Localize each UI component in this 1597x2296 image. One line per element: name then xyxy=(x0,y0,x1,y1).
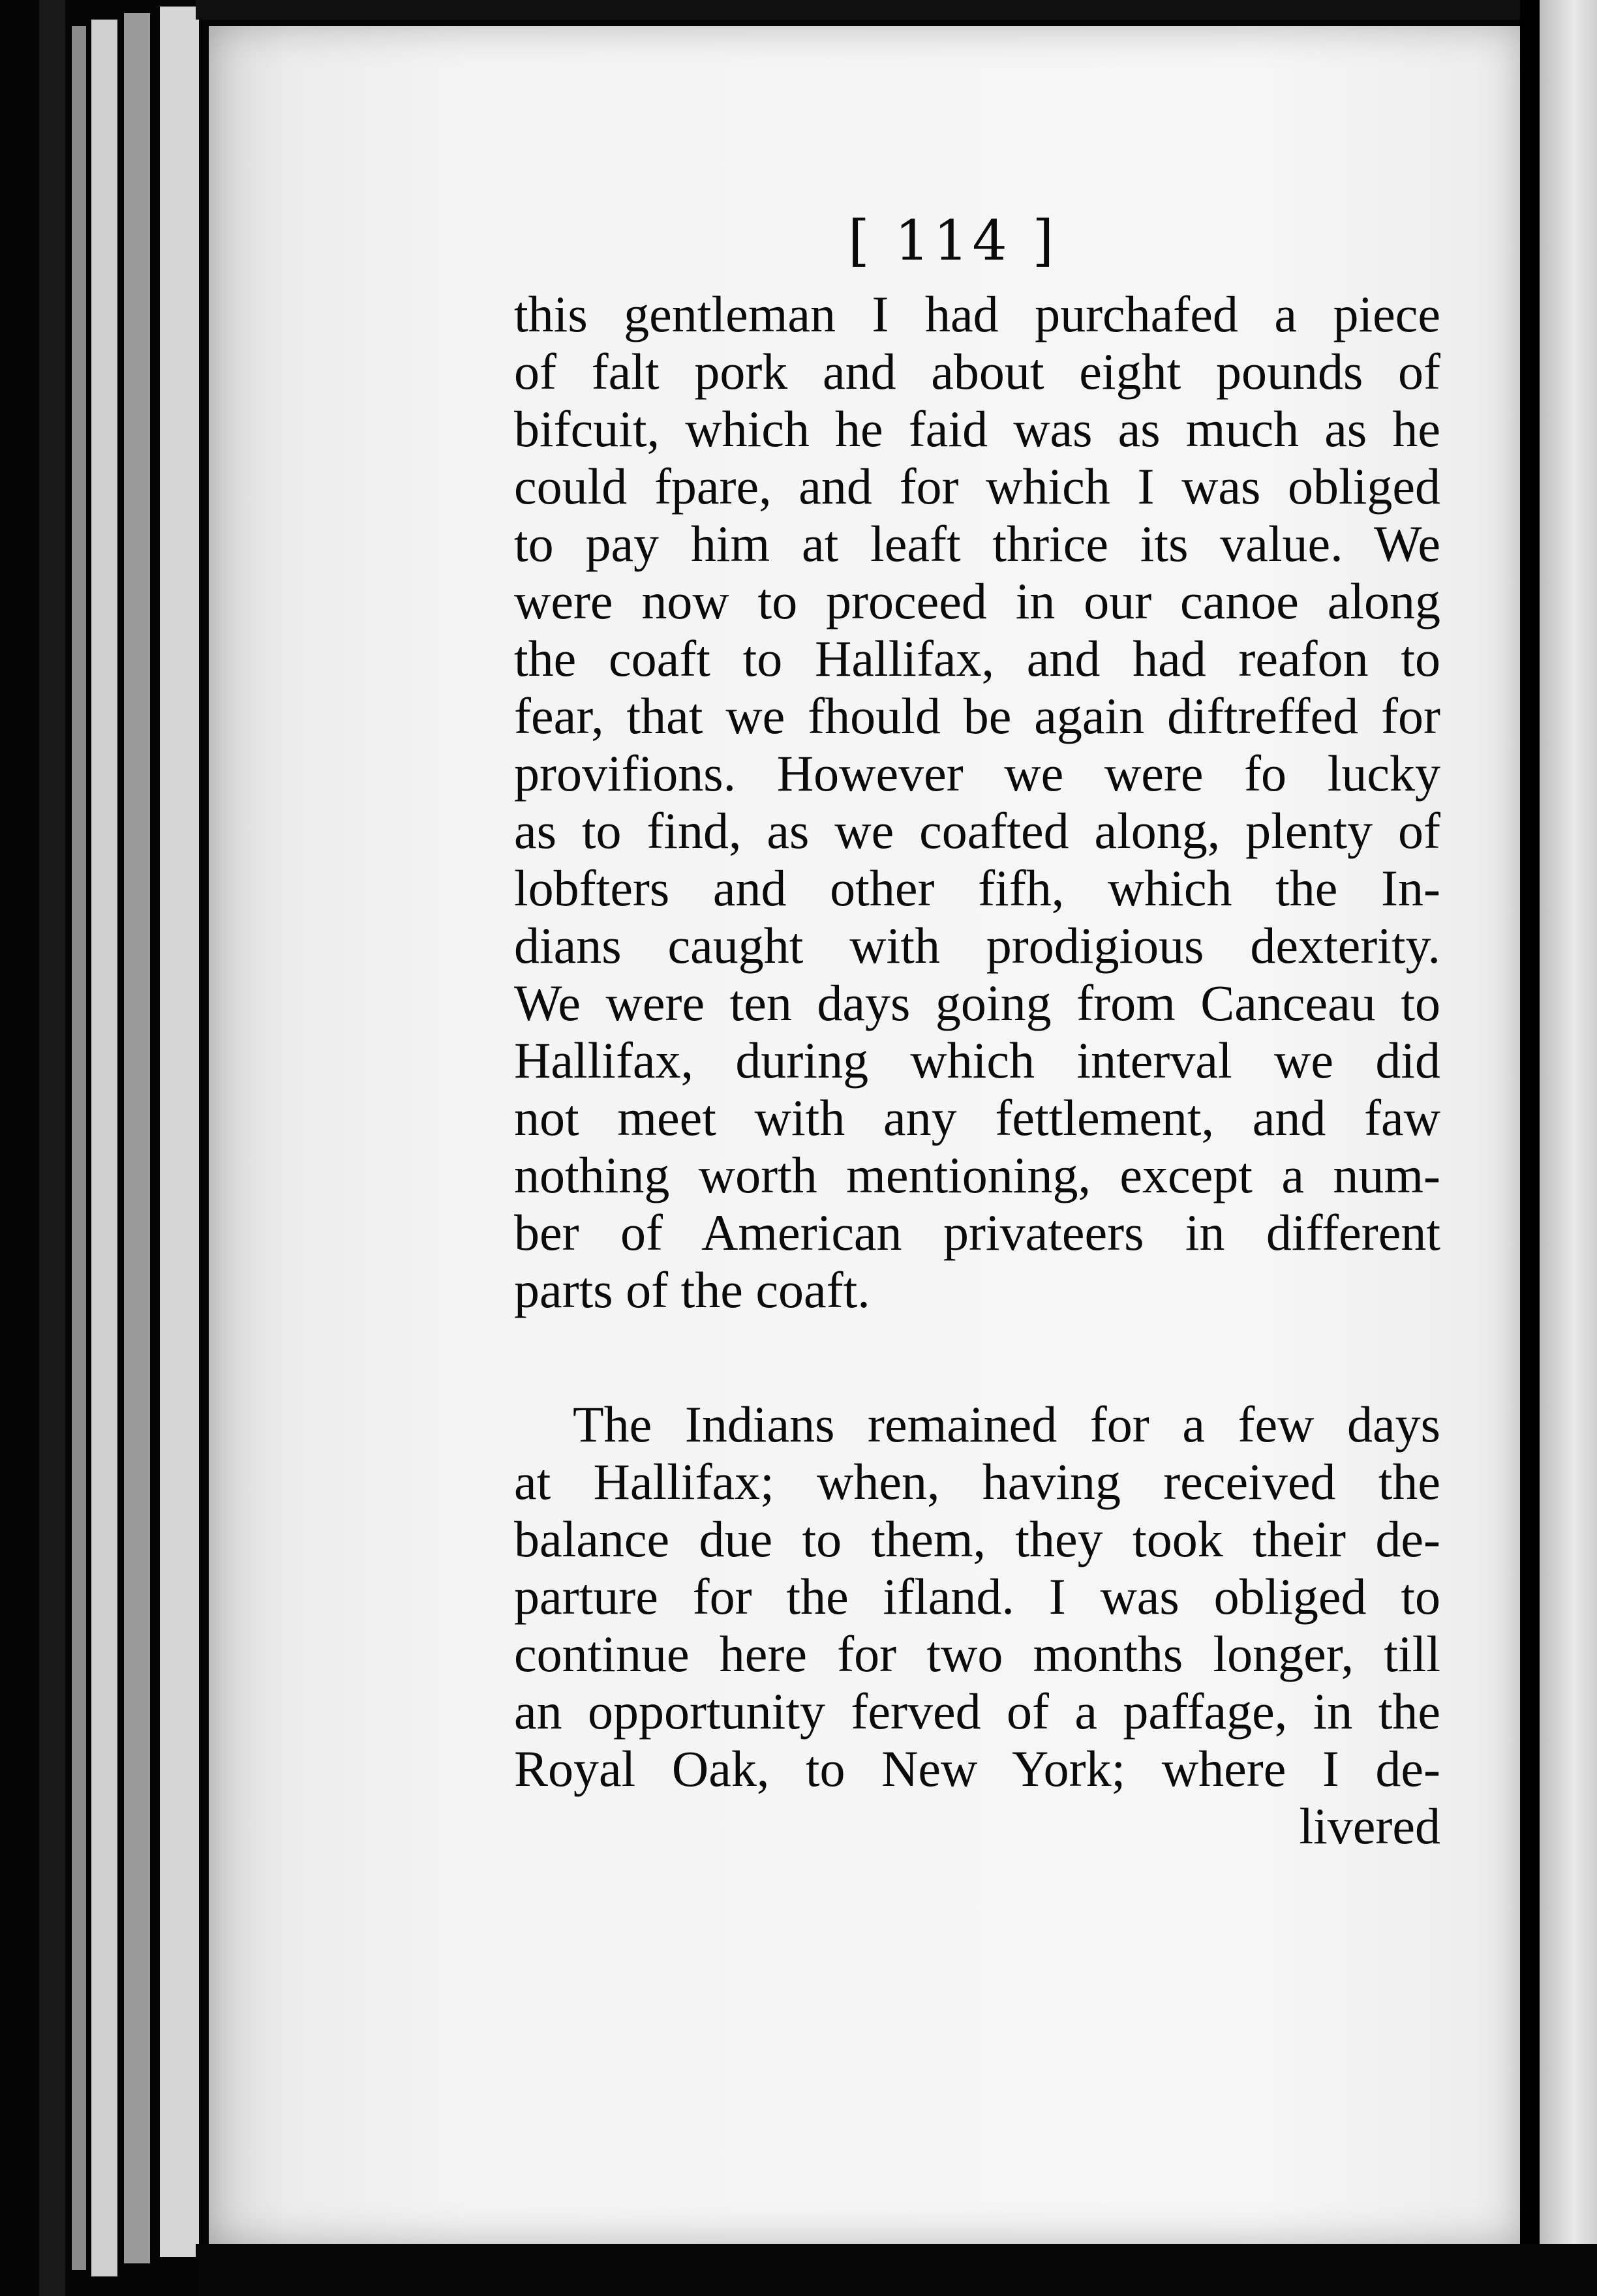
text-line: The Indians remained for a few days xyxy=(573,1396,1440,1453)
paragraph-2 xyxy=(514,1396,1440,1798)
text-line: Hallifax, during which interval we did xyxy=(514,1032,1440,1089)
text-line: the coaft to Hallifax, and had reafon to xyxy=(514,630,1440,687)
text-line: as to find, as we coafted along, plenty of xyxy=(514,802,1440,859)
catchword: livered xyxy=(1299,1798,1440,1854)
text-line: bifcuit, which he faid was as much as he xyxy=(514,400,1440,457)
paragraph-spacer xyxy=(514,1319,1440,1396)
text-line: continue here for two months longer, till xyxy=(514,1625,1440,1682)
text-line: provifions. However we were fo lucky xyxy=(514,745,1440,802)
scan-border-bottom xyxy=(196,2244,1597,2296)
text-line: parts of the coaft. xyxy=(514,1261,870,1318)
binding-gutter xyxy=(1520,0,1540,2296)
page-number: [ 114 ] xyxy=(848,209,1058,273)
page-edge xyxy=(72,26,86,2270)
text-line: to pay him at leaft thrice its value. We xyxy=(514,515,1440,572)
text-line: could fpare, and for which I was obliged xyxy=(514,458,1440,515)
scan-border-top xyxy=(196,0,1597,20)
text-line: lobfters and other fifh, which the In- xyxy=(514,860,1440,916)
text-line: this gentleman I had purchafed a piece xyxy=(514,286,1440,342)
text-line: fear, that we fhould be again diftreffed for xyxy=(514,687,1440,744)
text-line: not meet with any fettlement, and faw xyxy=(514,1089,1440,1146)
page-edge xyxy=(39,0,65,2296)
text-line: nothing worth mentioning, except a num- xyxy=(514,1147,1440,1203)
text-line: dians caught with prodigious dexterity. xyxy=(514,917,1440,974)
text-line: were now to proceed in our canoe along xyxy=(514,573,1440,629)
text-line: ber of American privateers in different xyxy=(514,1204,1440,1261)
text-line: at Hallifax; when, having received the xyxy=(514,1453,1440,1510)
facing-page-edge xyxy=(1540,0,1597,2296)
page-edge xyxy=(160,7,199,2257)
text-line: of falt pork and about eight pounds of xyxy=(514,343,1440,400)
text-line: We were ten days going from Canceau to xyxy=(514,974,1440,1031)
text-line: balance due to them, they took their de- xyxy=(514,1511,1440,1567)
text-line: an opportunity ferved of a paffage, in the xyxy=(514,1683,1440,1740)
page-edge xyxy=(91,20,117,2276)
text-line: parture for the ifland. I was obliged to xyxy=(514,1568,1440,1625)
page-text xyxy=(514,286,1440,1855)
page-edge xyxy=(124,13,150,2263)
text-line: Royal Oak, to New York; where I de- xyxy=(514,1740,1440,1797)
paragraph-1 xyxy=(514,286,1440,1319)
